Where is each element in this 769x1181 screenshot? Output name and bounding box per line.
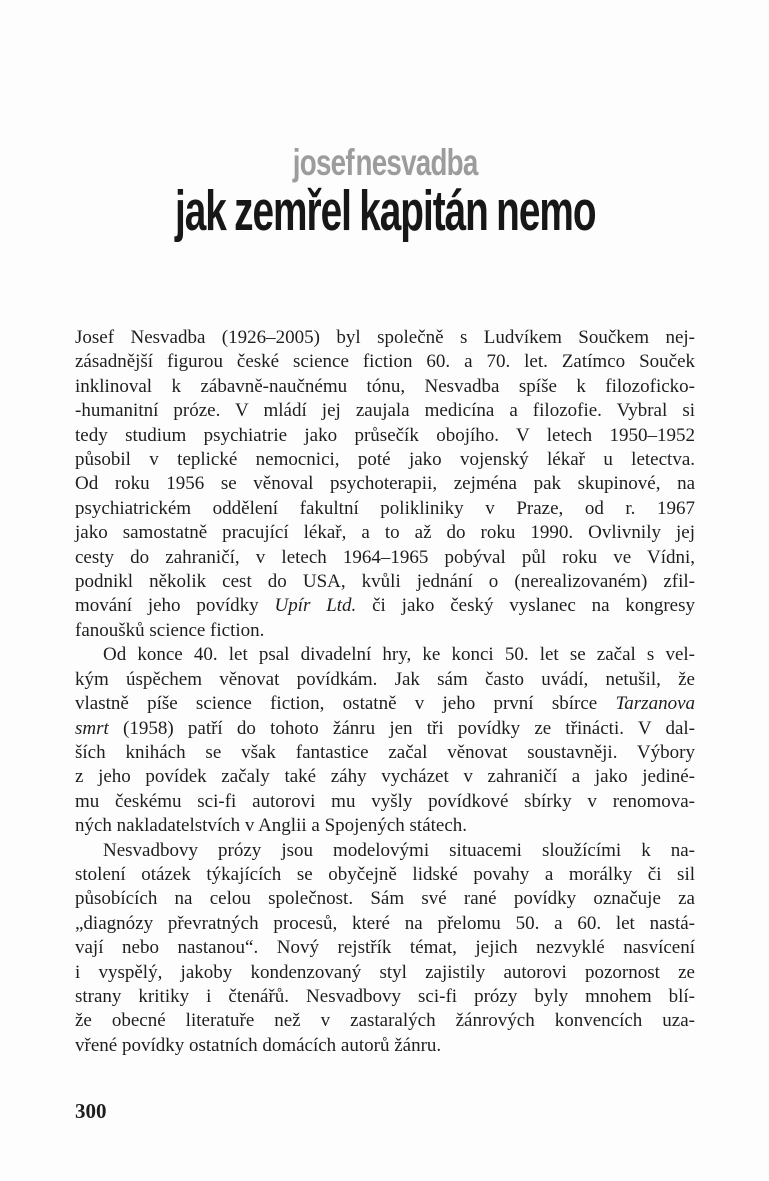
author-name: josef nesvadba: [292, 142, 478, 183]
text-line: [75, 717, 695, 741]
paragraph: [75, 643, 695, 838]
chapter-title-row: [75, 179, 695, 243]
chapter-header: [75, 142, 695, 243]
text-line: [75, 961, 695, 985]
text-segment: tedy studium psychiatrie jako průsečík obojího. V letech 1950–1952: [75, 424, 695, 446]
text-line: [75, 472, 695, 496]
text-line: [75, 741, 695, 765]
text-line: [75, 1009, 695, 1033]
text-segment: mování jeho povídky: [75, 595, 275, 617]
text-segment: ných nakladatelstvích v Anglii a Spojených státech.: [75, 815, 468, 837]
text-line: [75, 765, 695, 789]
chapter-title: jak zemřel kapitán nemo: [174, 179, 596, 243]
paragraph: [75, 839, 695, 1059]
italic-text: Tarzanova: [615, 693, 695, 715]
text-segment: cesty do zahraničí, v letech 1964–1965 pobýval půl roku ve Vídni,: [75, 546, 695, 568]
text-line: [75, 692, 695, 716]
text-segment: působících na celou společnost. Sám své rané povídky označuje za: [75, 888, 695, 910]
text-line: [75, 887, 695, 911]
text-segment: „diagnózy převratných procesů, které na přelomu 50. a 60. let nastá-: [75, 912, 695, 934]
text-line: [75, 643, 695, 667]
text-line: [75, 497, 695, 521]
text-segment: fanoušků science fiction.: [75, 619, 265, 641]
text-line: [75, 790, 695, 814]
text-segment: ších knihách se však fantastice začal věnovat soustavněji. Výbory: [75, 741, 695, 763]
text-line: [75, 326, 695, 350]
text-line: [75, 936, 695, 960]
text-segment: vají nebo nastanou“. Nový rejstřík témat, jejich nezvyklé nasvícení: [75, 937, 695, 959]
text-segment: zásadnější figurou české science fiction 60. a 70. let. Zatímco Souček: [75, 351, 695, 373]
text-segment: i vyspělý, jakoby kondenzovaný styl zajistily autorovi pozornost ze: [75, 961, 695, 983]
text-segment: že obecné literatuře než v zastaralých žánrových konvencích uza-: [75, 1010, 695, 1032]
text-line: [75, 375, 695, 399]
text-segment: Nesvadbovy prózy jsou modelovými situacemi sloužícími k na-: [103, 839, 695, 861]
text-segment: Josef Nesvadba (1926–2005) byl společně s Ludvíkem Součkem nej-: [75, 327, 695, 348]
author-name-row: [75, 143, 695, 183]
text-line: [75, 619, 695, 643]
text-segment: Od roku 1956 se věnoval psychoterapii, zejména pak skupinové, na: [75, 473, 695, 495]
text-line: [75, 350, 695, 374]
text-segment: působil v teplické nemocnici, poté jako vojenský lékař u letectva.: [75, 449, 695, 471]
text-segment: inklinoval k zábavně-naučnému tónu, Nesvadba spíše k filozoficko-: [75, 375, 695, 397]
text-segment: vlastně píše science fiction, ostatně v jeho první sbírce: [75, 693, 616, 715]
text-line: [75, 839, 695, 863]
text-line: [75, 424, 695, 448]
text-segment: stolení otázek týkajících se obyčejně lidské povahy a morálky či sil: [75, 863, 695, 885]
text-segment: Od konce 40. let psal divadelní hry, ke konci 50. let se začal s vel-: [103, 644, 695, 666]
text-segment: z jeho povídek začaly také záhy vycházet v zahraničí a jako jediné-: [75, 766, 695, 788]
text-segment: podnikl několik cest do USA, kvůli jednání o (nerealizovaném) zfil-: [75, 571, 695, 593]
text-line: [75, 668, 695, 692]
text-line: [75, 863, 695, 887]
text-segment: strany kritiky i čtenářů. Nesvadbovy sci-fi prózy byly mnohem blí-: [75, 985, 695, 1007]
paragraph: [75, 326, 695, 643]
text-line: [75, 814, 695, 838]
text-line: [75, 521, 695, 545]
text-line: [75, 546, 695, 570]
text-line: [75, 570, 695, 594]
text-segment: (1958) patří do tohoto žánru jen tři povídky ze třinácti. V dal-: [108, 717, 695, 739]
text-segment: psychiatrickém oddělení fakultní polikliniky v Praze, od r. 1967: [75, 497, 695, 519]
italic-text: Upír Ltd.: [274, 595, 357, 617]
text-line: [75, 594, 695, 618]
text-segment: vřené povídky ostatních domácích autorů žánru.: [75, 1034, 442, 1056]
text-segment: -humanitní próze. V mládí jej zaujala medicína a filozofie. Vybral si: [75, 400, 695, 422]
text-line: [75, 985, 695, 1009]
text-line: [75, 448, 695, 472]
text-line: [75, 912, 695, 936]
text-line: [75, 1034, 695, 1058]
text-segment: kým úspěchem věnovat povídkám. Jak sám často uvádí, netušil, že: [75, 668, 695, 690]
text-segment: či jako český vyslanec na kongresy: [356, 595, 695, 617]
text-line: [75, 399, 695, 423]
italic-text: smrt: [75, 717, 109, 739]
body-text: [75, 326, 695, 1058]
text-segment: mu českému sci-fi autorovi mu vyšly povídkové sbírky v renomova-: [75, 790, 695, 812]
text-segment: jako samostatně pracující lékař, a to až do roku 1990. Ovlivnily jej: [75, 522, 695, 544]
page-number: 300: [75, 1099, 107, 1123]
